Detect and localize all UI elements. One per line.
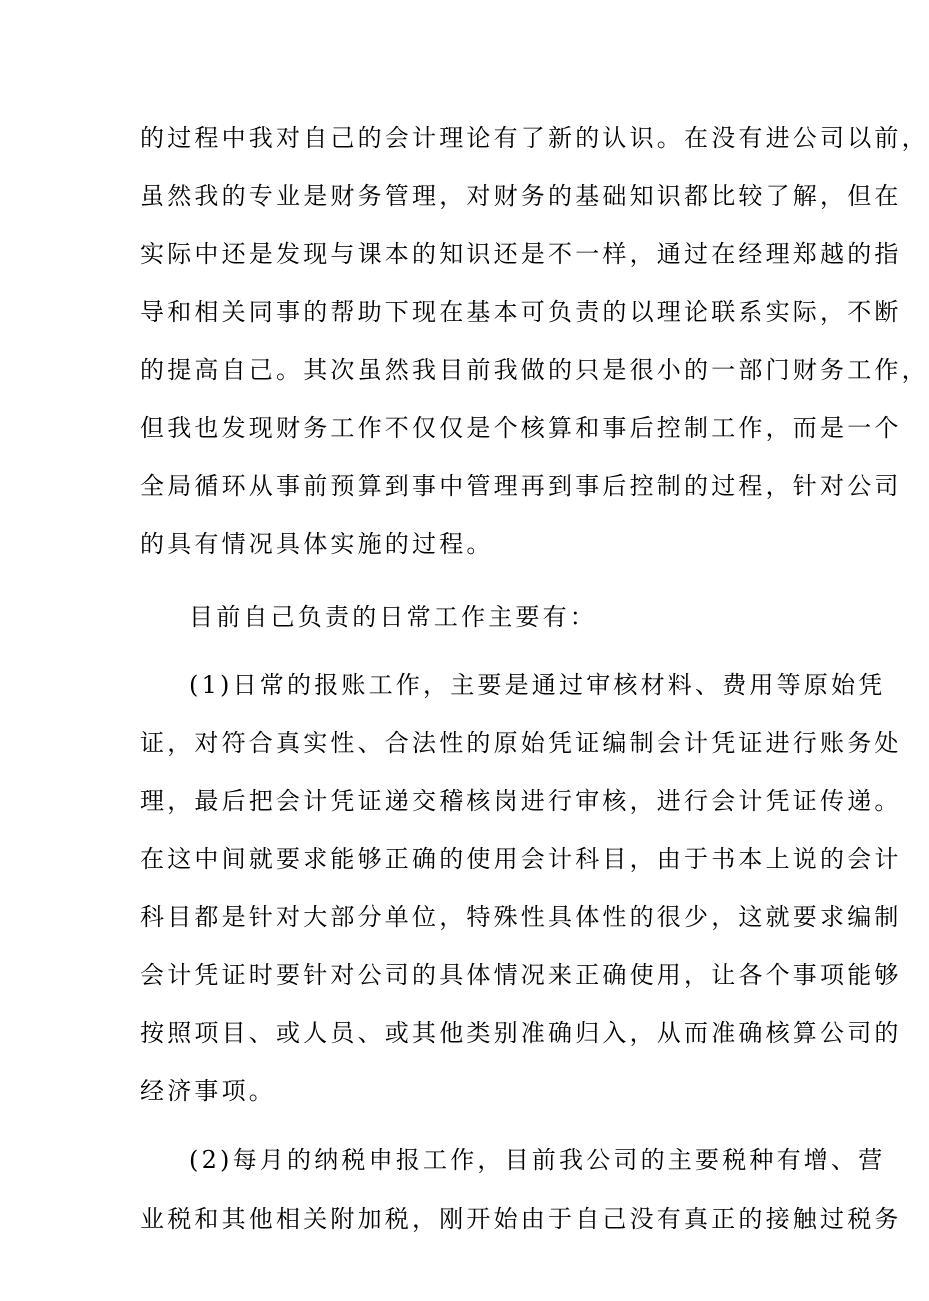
text-line: 经济事项。: [140, 1077, 276, 1105]
text-line: 的提高自己。其次虽然我目前我做的只是很小的一部门财务工作，: [140, 356, 929, 384]
text-line: 的过程中我对自己的会计理论有了新的认识。在没有进公司以前，: [140, 124, 929, 152]
text-line: 在这中间就要求能够正确的使用会计科目，由于书本上说的会计: [140, 845, 902, 873]
text-line: 科目都是针对大部分单位，特殊性具体性的很少，这就要求编制: [140, 903, 902, 931]
text-line: 虽然我的专业是财务管理，对财务的基础知识都比较了解，但在: [140, 182, 902, 210]
text-line: 会计凭证时要针对公司的具体情况来正确使用，让各个事项能够: [140, 961, 902, 989]
text-line: (2)每月的纳税申报工作，目前我公司的主要税种有增、营: [189, 1146, 886, 1174]
text-line: 证，对符合真实性、合法性的原始凭证编制会计凭证进行账务处: [140, 729, 902, 757]
text-line: 导和相关同事的帮助下现在基本可负责的以理论联系实际，不断: [140, 298, 902, 326]
text-line: 业税和其他相关附加税，刚开始由于自己没有真正的接触过税务: [140, 1205, 902, 1233]
text-line: 但我也发现财务工作不仅仅是个核算和事后控制工作，而是一个: [140, 414, 902, 442]
text-line: 实际中还是发现与课本的知识还是不一样，通过在经理郑越的指: [140, 240, 902, 268]
text-line: 全局循环从事前预算到事中管理再到事后控制的过程，针对公司: [140, 472, 902, 500]
text-line: (1)日常的报账工作，主要是通过审核材料、费用等原始凭: [189, 671, 886, 699]
text-line: 按照项目、或人员、或其他类别准确归入，从而准确核算公司的: [140, 1019, 902, 1047]
text-line: 的具有情况具体实施的过程。: [140, 530, 494, 558]
text-line: 理，最后把会计凭证递交稽核岗进行审核，进行会计凭证传递。: [140, 787, 902, 815]
section-heading: 目前自己负责的日常工作主要有：: [189, 603, 597, 631]
